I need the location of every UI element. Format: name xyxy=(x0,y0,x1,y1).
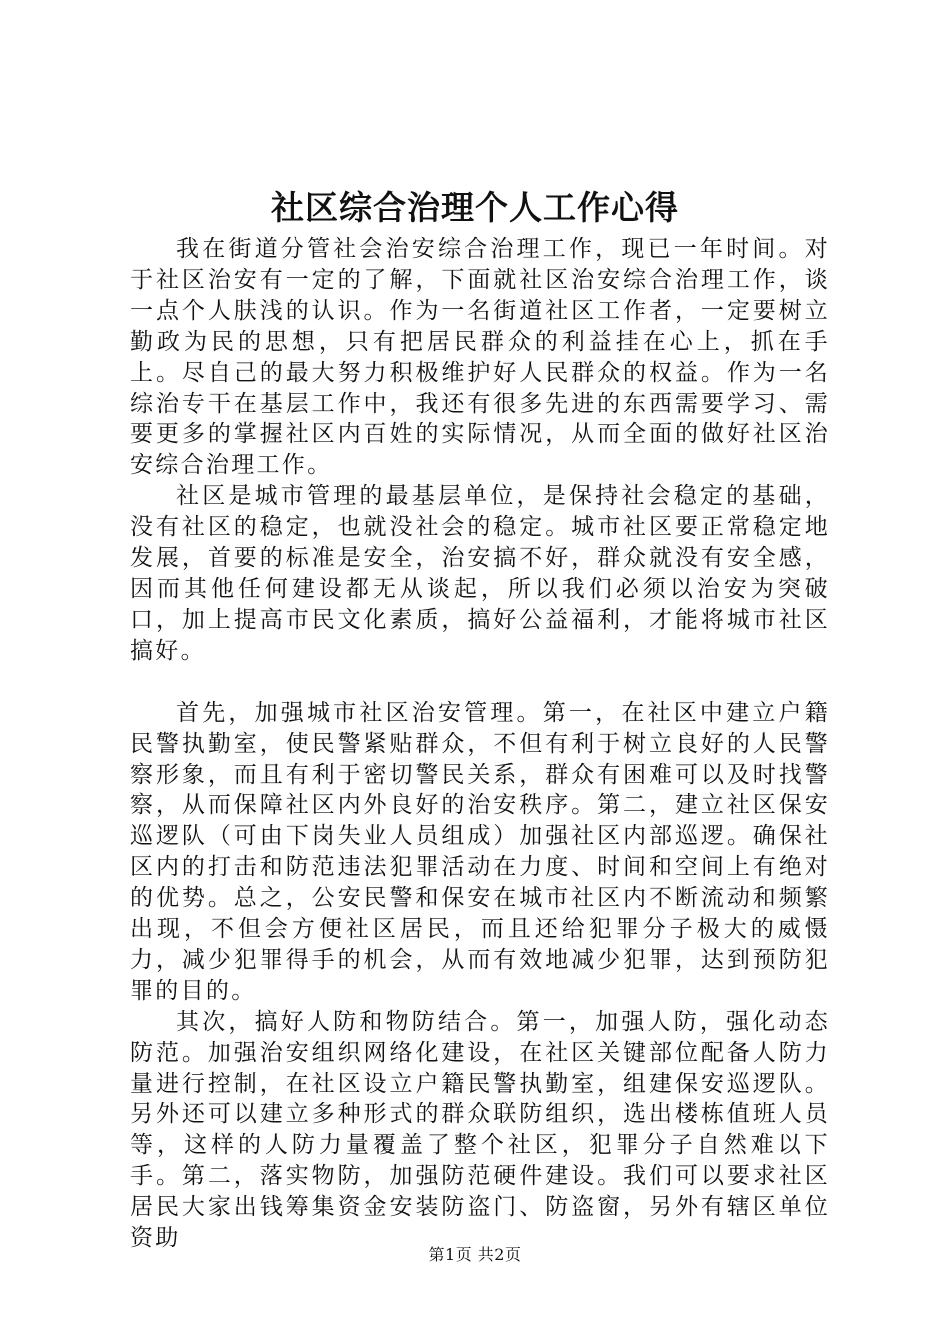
paragraph: 首先，加强城市社区治安管理。第一，在社区中建立户籍民警执勤室，使民警紧贴群众，不但有利于树立良好的人民警察形象，而且有利于密切警民关系，群众有困难可以及时找警察，从而保障社区内外良好的治安秩序。第二，建立社区保安巡逻队（可由下岗失业人员组成）加强社区内部巡逻。确保社区内的打击和防范违法犯罪活动在力度、时间和空间上有绝对的优势。总之，公安民警和保安在城市社区内不断流动和频繁出现，不但会方便社区居民，而且还给犯罪分子极大的威慑力，减少犯罪得手的机会，从而有效地减少犯罪，达到预防犯罪的目的。 xyxy=(130,699,830,1004)
paragraph: 社区是城市管理的最基层单位，是保持社会稳定的基础，没有社区的稳定，也就没社会的稳定。城市社区要正常稳定地发展，首要的标准是安全，治安搞不好，群众就没有安全感，因而其他任何建设都无从谈起，所以我们必须以治安为突破口，加上提高市民文化素质，搞好公益福利，才能将城市社区搞好。 xyxy=(130,483,830,664)
paragraph: 我在街道分管社会治安综合治理工作，现已一年时间。对于社区治安有一定的了解，下面就社区治安综合治理工作，谈一点个人肤浅的认识。作为一名街道社区工作者，一定要树立勤政为民的思想，只有把居民群众的利益挂在心上，抓在手上。尽自己的最大努力积极维护好人民群众的权益。作为一名综治专干在基层工作中，我还有很多先进的东西需要学习、需要更多的掌握社区内百姓的实际情况，从而全面的做好社区治安综合治理工作。 xyxy=(130,236,830,479)
page-number-footer: 第1页 共2页 xyxy=(428,1245,522,1264)
document-body xyxy=(130,234,830,1254)
paragraph-gap xyxy=(130,667,830,698)
document-title: 社区综合治理个人工作心得 xyxy=(271,188,679,227)
paragraph: 其次，搞好人防和物防结合。第一，加强人防，强化动态防范。加强治安组织网络化建设，在社区关键部位配备人防力量进行控制，在社区设立户籍民警执勤室，组建保安巡逻队。另外还可以建立多种形式的群众联防组织，选出楼栋值班人员等，这样的人防力量覆盖了整个社区，犯罪分子自然难以下手。第二，落实物防，加强防范硬件建设。我们可以要求社区居民大家出钱筹集资金安装防盗门、防盗窗，另外有辖区单位资助 xyxy=(130,1008,830,1252)
